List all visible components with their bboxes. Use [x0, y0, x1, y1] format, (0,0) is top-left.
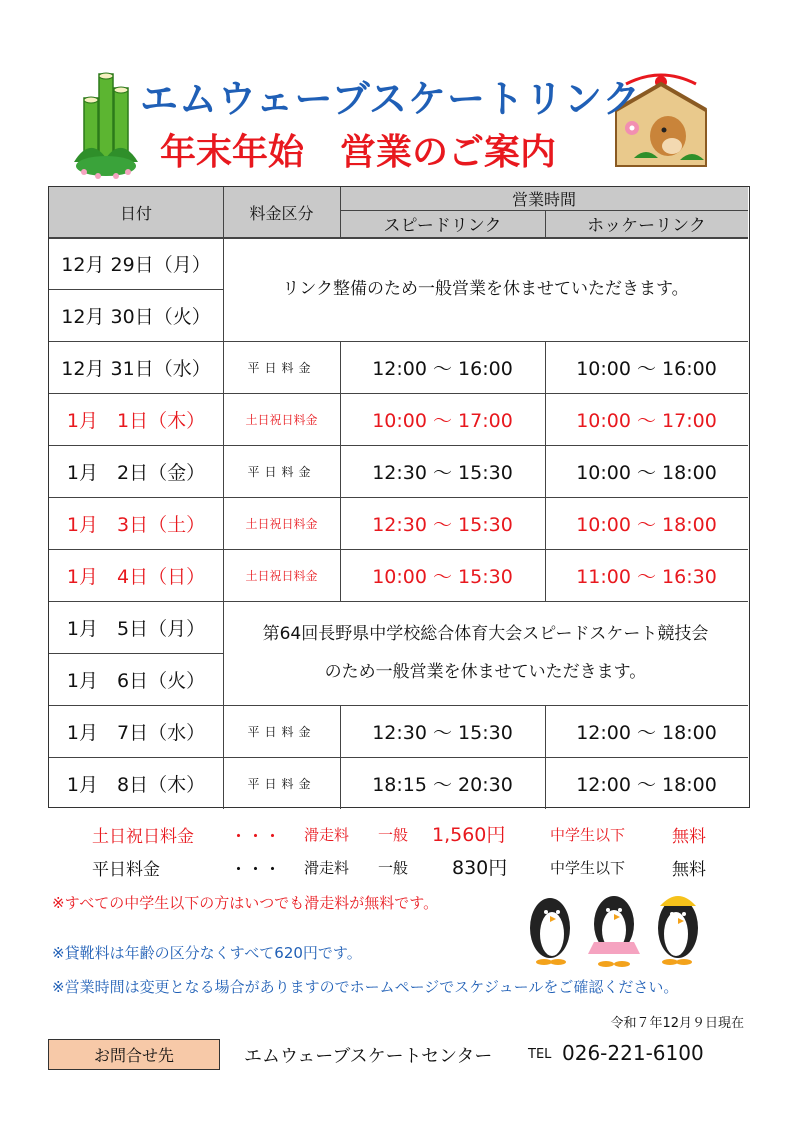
row-hockey-hours: 10:00 ～ 16:00 [576, 357, 717, 380]
grid-line [223, 341, 224, 393]
grid-line [223, 289, 224, 341]
row-speed-hours: 12:30 ～ 15:30 [372, 721, 513, 744]
row-date: 12月 30日（火） [61, 305, 211, 328]
row-hockey-hours: 12:00 ～ 18:00 [576, 721, 717, 744]
grid-line [340, 341, 341, 393]
schedule-table [48, 186, 750, 808]
grid-line [340, 497, 341, 549]
note-hours-change: ※営業時間は変更となる場合がありますのでホームページでスケジュールをご確認ください。 [52, 978, 679, 996]
row-date: 1月 3日（土） [66, 513, 206, 536]
fee-weekday-junior-price: 無料 [672, 860, 706, 880]
grid-line [340, 187, 341, 237]
grid-line [340, 393, 341, 445]
closed-message-2-line1: 第64回長野県中学校総合体育大会スピードスケート競技会 [262, 624, 709, 644]
grid-line [545, 757, 546, 809]
row-fee-class: 土日祝日料金 [245, 412, 318, 427]
fee-weekend-price: 1,560円 [432, 824, 506, 846]
penguins-icon [514, 884, 714, 972]
fee-line-weekday [40, 855, 760, 883]
fee-weekend-junior-price: 無料 [672, 827, 706, 847]
header-date: 日付 [49, 187, 223, 237]
fee-weekend-junior: 中学生以下 [550, 826, 626, 844]
page-subtitle [160, 124, 640, 174]
tel-label: TEL [528, 1047, 552, 1062]
kadomatsu-icon [70, 66, 142, 186]
grid-line [49, 445, 748, 446]
header-hockey-rink: ホッケーリンク [545, 210, 748, 237]
row-fee-class: 土日祝日料金 [245, 516, 318, 531]
closed-message-2-line2: のため一般営業を休ませていただきます。 [324, 662, 647, 682]
grid-line [223, 653, 224, 705]
subtitle-guide: 営業のご案内 [340, 132, 557, 173]
closed-message-1 [223, 237, 748, 341]
contact-name: エムウェーブスケートセンター [244, 1046, 493, 1067]
grid-line [49, 601, 748, 602]
tel-number: 026-221-6100 [562, 1041, 704, 1065]
fee-line-weekend [40, 822, 760, 850]
fee-weekday-general: 一般 [378, 859, 409, 877]
closed-message-2 [223, 601, 748, 705]
grid-line [223, 757, 224, 809]
grid-line [340, 445, 341, 497]
row-date: 12月 29日（月） [61, 253, 211, 276]
row-fee-class: 平日料金 [247, 464, 316, 479]
note-rental-shoes: ※貸靴料は年齢の区分なくすべて620円です。 [52, 944, 362, 962]
grid-line [49, 341, 748, 342]
grid-line [223, 601, 224, 653]
note-junior-free: ※すべての中学生以下の方はいつでも滑走料が無料です。 [52, 894, 439, 912]
page-title: エムウェーブスケートリンク [140, 77, 642, 121]
grid-line [340, 549, 341, 601]
row-speed-hours: 18:15 ～ 20:30 [372, 773, 513, 796]
grid-line [340, 757, 341, 809]
fee-weekday-skate: 滑走料 [304, 859, 350, 877]
grid-line [49, 705, 748, 706]
row-hockey-hours: 12:00 ～ 18:00 [576, 773, 717, 796]
row-speed-hours: 12:00 ～ 16:00 [372, 357, 513, 380]
grid-line [49, 237, 748, 239]
row-date: 1月 8日（木） [66, 773, 206, 796]
grid-line [340, 210, 748, 211]
closed-message-1-text: リンク整備のため一般営業を休ませていただきます。 [282, 279, 689, 299]
grid-line [545, 341, 546, 393]
row-speed-hours: 10:00 ～ 15:30 [372, 565, 513, 588]
header-speed-rink: スピードリンク [340, 210, 545, 237]
grid-line [545, 705, 546, 757]
row-date: 1月 6日（火） [66, 669, 206, 692]
row-date: 12月 31日（水） [61, 357, 211, 380]
as-of-date: 令和７年12月９日現在 [610, 1016, 744, 1031]
grid-line [223, 497, 224, 549]
header-fee-class: 料金区分 [223, 187, 340, 237]
row-date: 1月 7日（水） [66, 721, 206, 744]
grid-line [545, 549, 546, 601]
fee-weekday-label: 平日料金 [92, 860, 160, 880]
row-date: 1月 1日（木） [66, 409, 206, 432]
grid-line [49, 393, 748, 394]
fee-weekend-general: 一般 [378, 826, 409, 844]
grid-line [545, 445, 546, 497]
grid-line [49, 549, 748, 550]
fee-weekday-junior: 中学生以下 [550, 859, 626, 877]
row-hockey-hours: 11:00 ～ 16:30 [576, 565, 717, 588]
subtitle-period: 年末年始 [160, 132, 305, 173]
grid-line [49, 653, 223, 654]
grid-line [340, 705, 341, 757]
row-hockey-hours: 10:00 ～ 18:00 [576, 513, 717, 536]
row-fee-class: 平日料金 [247, 360, 316, 375]
row-date: 1月 4日（日） [66, 565, 206, 588]
grid-line [49, 289, 223, 290]
fee-weekday-dots: ・・・ [230, 860, 281, 880]
row-fee-class: 土日祝日料金 [245, 568, 318, 583]
contact-label: お問合せ先 [48, 1039, 220, 1070]
fee-weekend-skate: 滑走料 [304, 826, 350, 844]
row-hockey-hours: 10:00 ～ 17:00 [576, 409, 717, 432]
row-speed-hours: 12:30 ～ 15:30 [372, 461, 513, 484]
fee-weekend-label: 土日祝日料金 [92, 827, 194, 847]
grid-line [223, 549, 224, 601]
grid-line [545, 393, 546, 445]
row-speed-hours: 10:00 ～ 17:00 [372, 409, 513, 432]
header-hours: 営業時間 [340, 187, 748, 210]
row-date: 1月 2日（金） [66, 461, 206, 484]
grid-line [49, 757, 748, 758]
row-fee-class: 平日料金 [247, 724, 316, 739]
grid-line [223, 187, 224, 237]
grid-line [223, 393, 224, 445]
grid-line [223, 445, 224, 497]
grid-line [223, 705, 224, 757]
grid-line [545, 210, 546, 237]
grid-line [49, 497, 748, 498]
row-date: 1月 5日（月） [66, 617, 206, 640]
grid-line [223, 237, 224, 289]
row-hockey-hours: 10:00 ～ 18:00 [576, 461, 717, 484]
row-speed-hours: 12:30 ～ 15:30 [372, 513, 513, 536]
fee-weekday-price: 830円 [452, 857, 508, 879]
row-fee-class: 平日料金 [247, 776, 316, 791]
grid-line [545, 497, 546, 549]
fee-weekend-dots: ・・・ [230, 827, 281, 847]
